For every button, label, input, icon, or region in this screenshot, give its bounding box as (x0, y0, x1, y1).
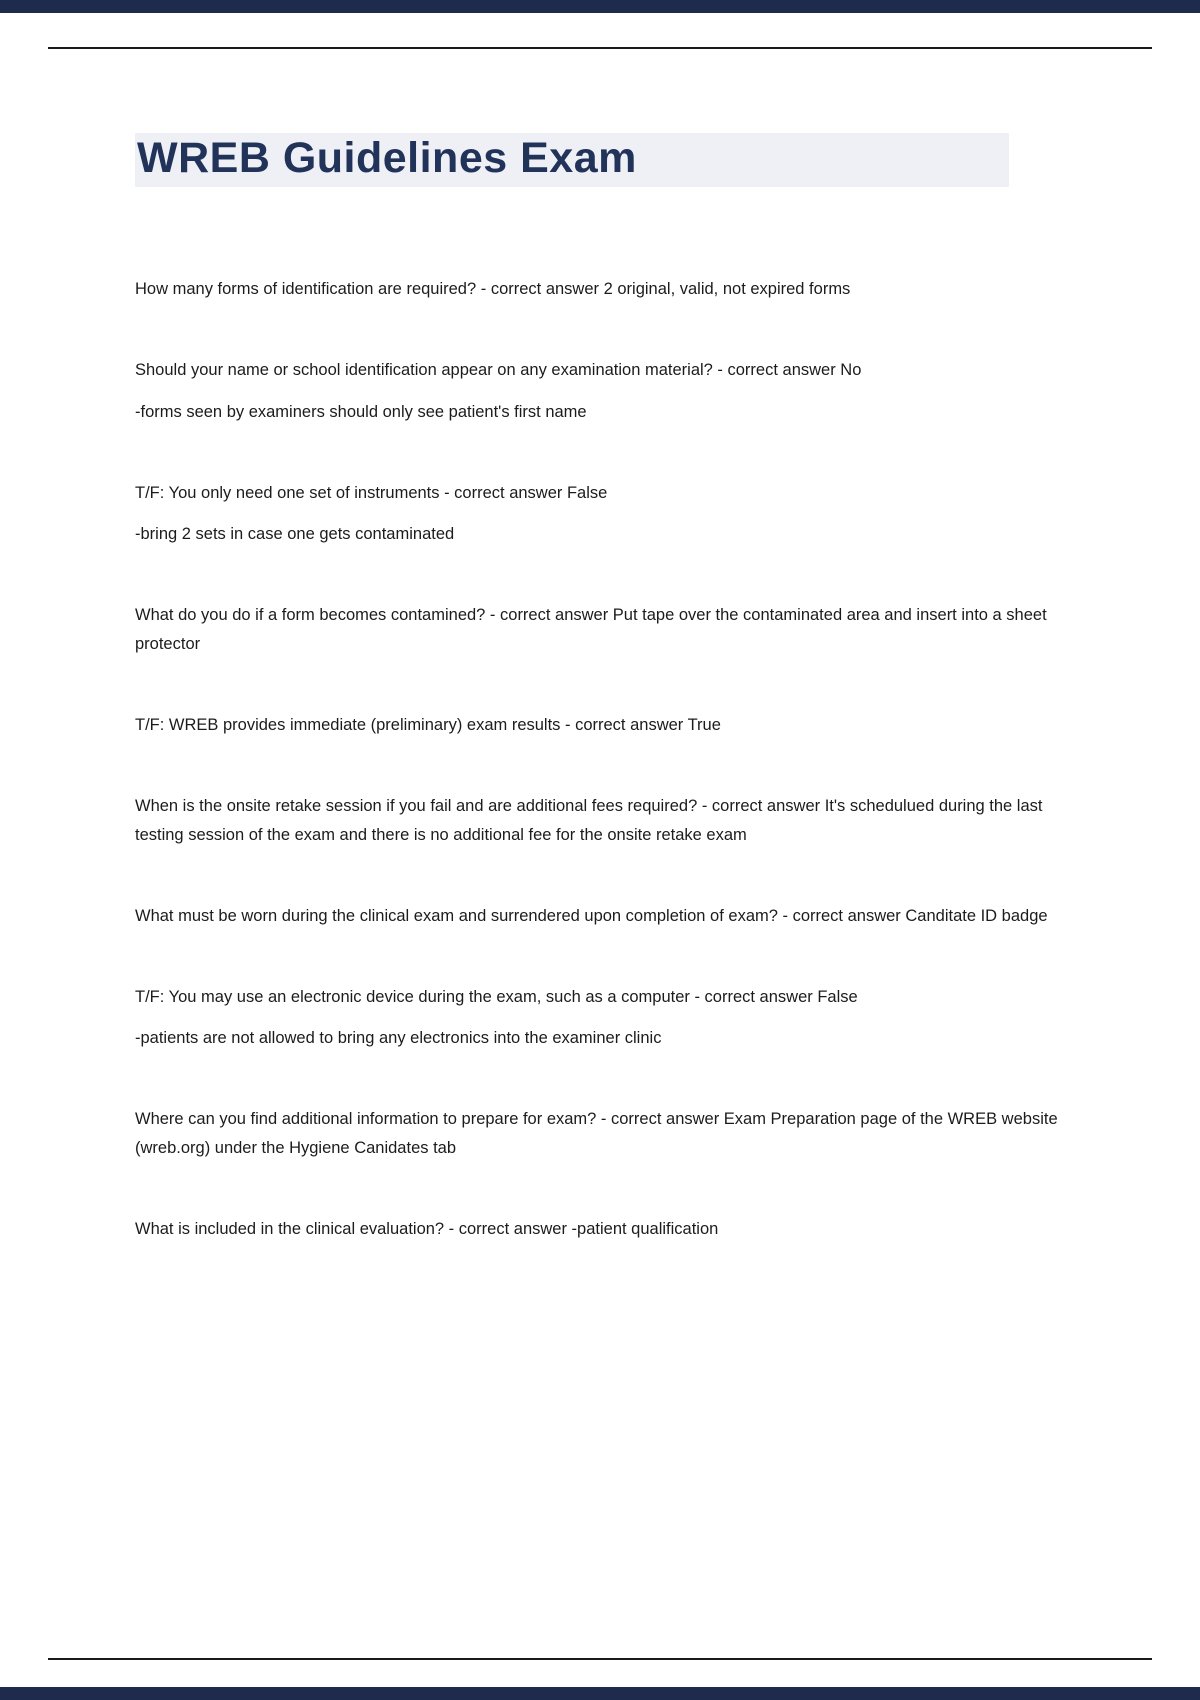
bottom-accent-bar (0, 1687, 1200, 1700)
qa-paragraph: -patients are not allowed to bring any electronics into the examiner clinic (135, 1029, 662, 1048)
qa-block (135, 711, 1067, 740)
qa-block (135, 479, 1067, 550)
qa-paragraph: What must be worn during the clinical exam and surrendered upon completion of exam? - correct answer Canditate ID badge (135, 906, 1048, 925)
qa-paragraph: T/F: You may use an electronic device during the exam, such as a computer - correct answer False (135, 987, 858, 1006)
qa-block (135, 983, 1067, 1054)
qa-block (135, 902, 1067, 931)
bottom-horizontal-rule (48, 1658, 1152, 1660)
qa-paragraph: T/F: WREB provides immediate (preliminary) exam results - correct answer True (135, 716, 721, 734)
qa-paragraph: -forms seen by examiners should only see patient's first name (135, 402, 587, 421)
qa-block (135, 1105, 1067, 1163)
qa-paragraph: What do you do if a form becomes contamined? - correct answer Put tape over the contaminated area and insert into a sheet protector (135, 606, 1047, 654)
qa-list (135, 275, 1067, 1244)
qa-block (135, 1215, 1067, 1244)
qa-block (135, 356, 1067, 427)
qa-paragraph: When is the onsite retake session if you fail and are additional fees required? - correct answer It's schedulued during the last testing session of the exam and there is no additional fee for the onsite retake exam (135, 796, 1043, 844)
qa-paragraph: What is included in the clinical evaluation? - correct answer -patient qualification (135, 1220, 719, 1238)
qa-paragraph: Where can you find additional information to prepare for exam? - correct answer Exam Preparation page of the WREB website (wreb.org) under the Hygiene Canidates tab (135, 1110, 1058, 1158)
qa-paragraph: -bring 2 sets in case one gets contaminated (135, 525, 455, 544)
qa-paragraph: Should your name or school identification appear on any examination material? - correct answer No (135, 360, 862, 379)
qa-paragraph: T/F: You only need one set of instruments - correct answer False (135, 483, 608, 502)
qa-block (135, 601, 1067, 659)
page-title: WREB Guidelines Exam (135, 133, 1009, 187)
qa-paragraph: How many forms of identification are required? - correct answer 2 original, valid, not expired forms (135, 279, 851, 298)
qa-block (135, 792, 1067, 850)
qa-block (135, 275, 1067, 304)
